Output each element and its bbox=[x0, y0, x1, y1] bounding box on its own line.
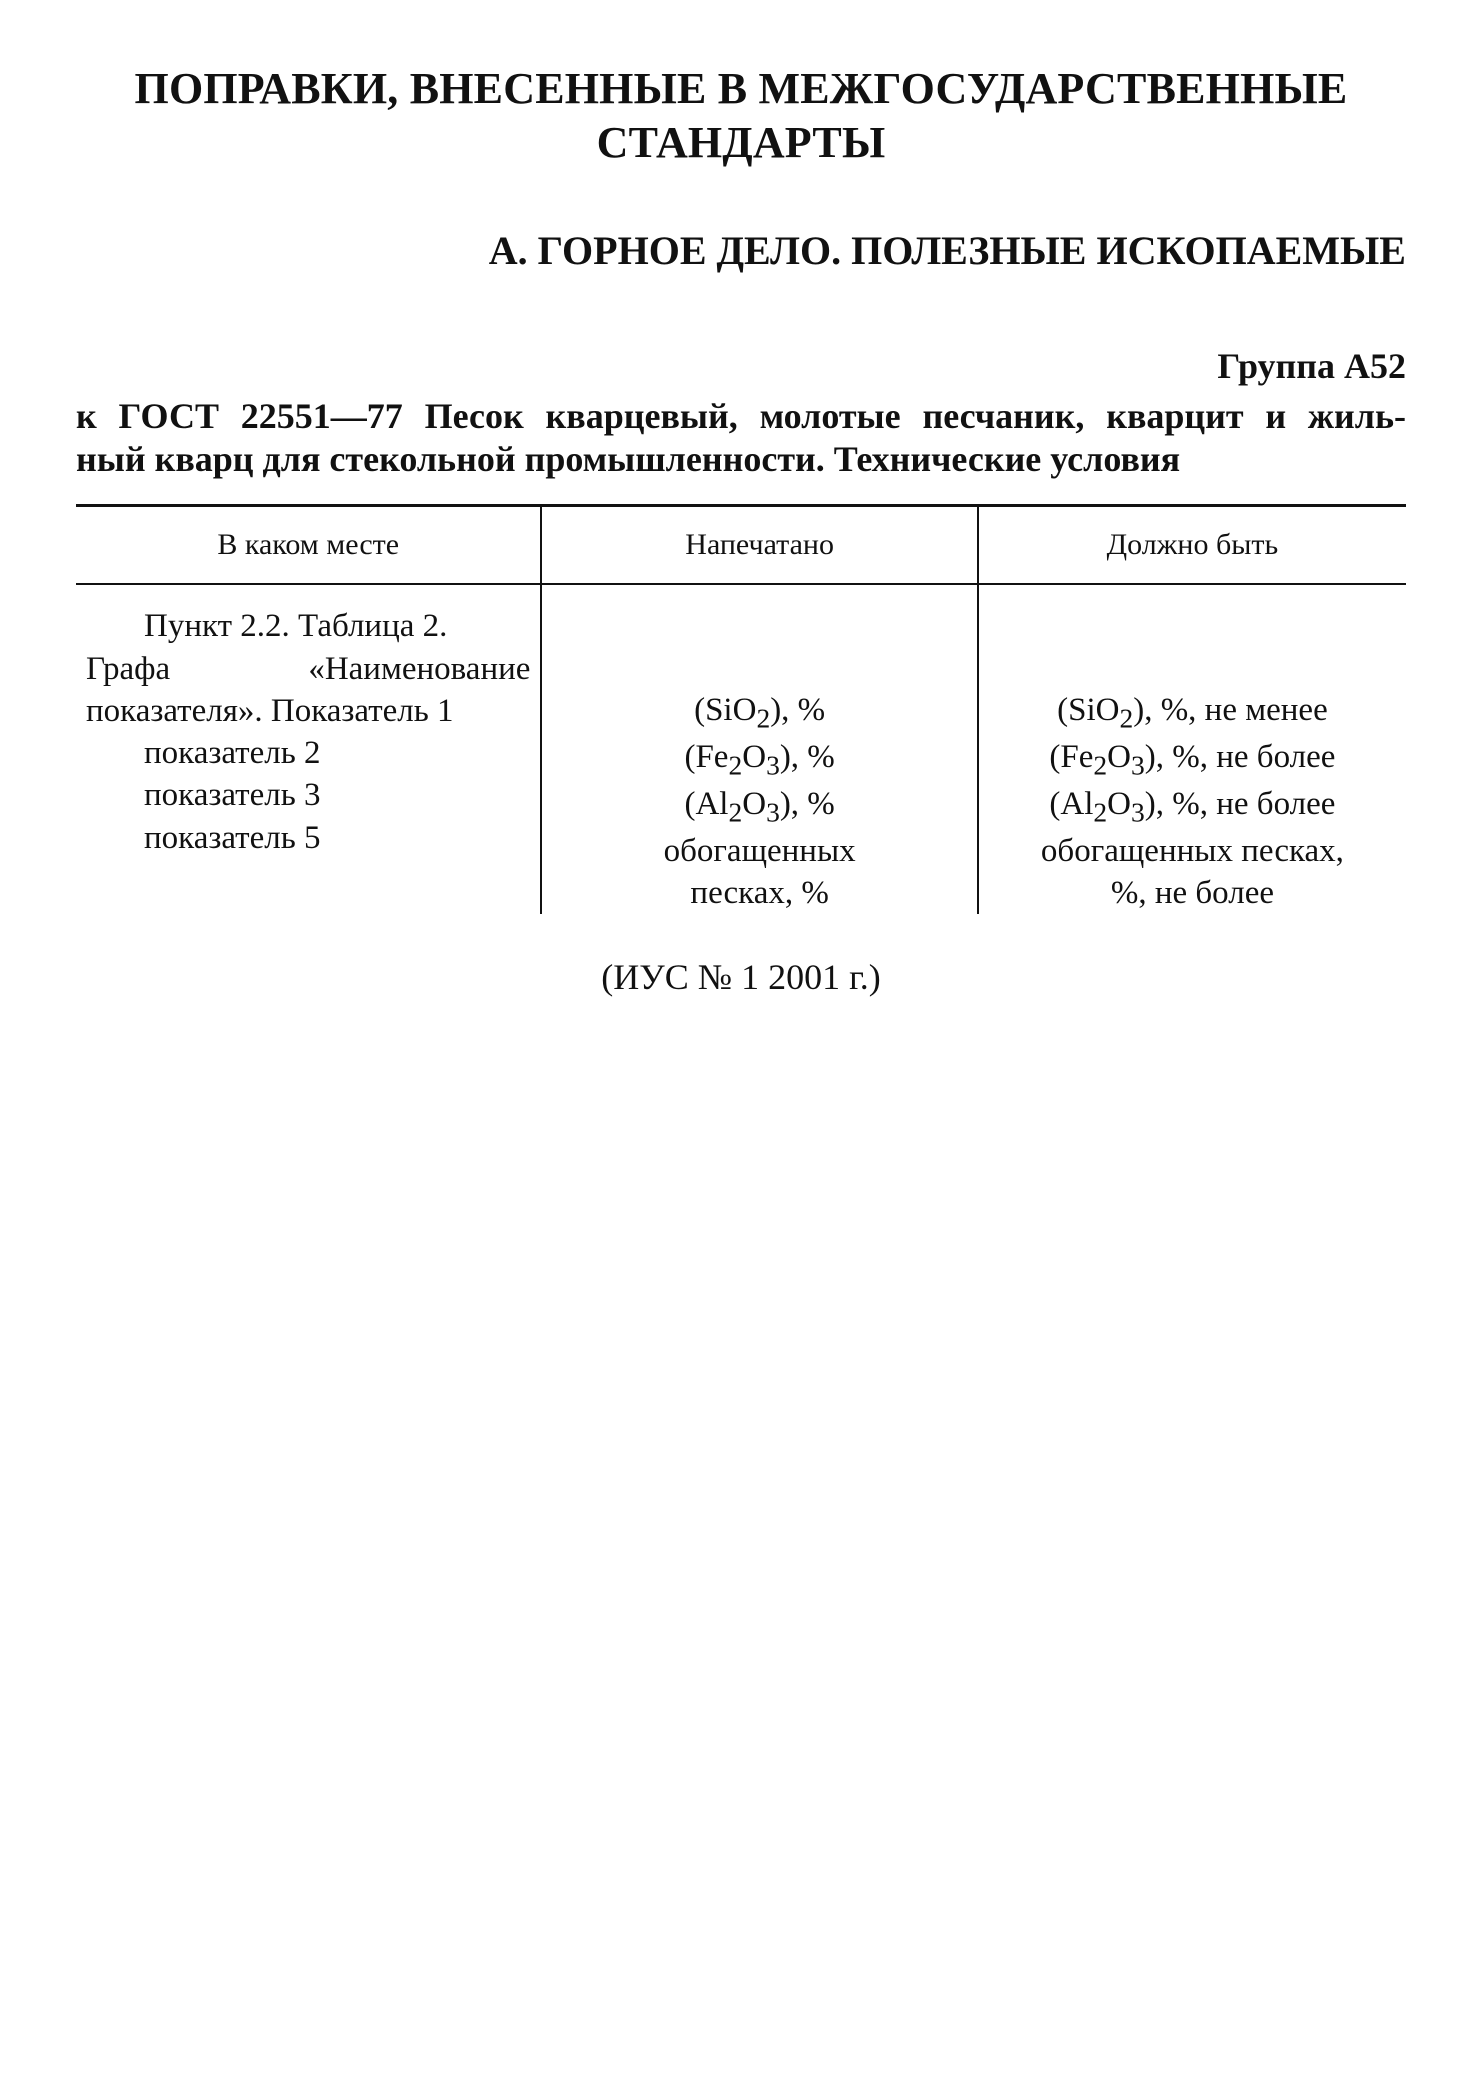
correct-al2o3: $(Al_2O_3)$, %, не более bbox=[1049, 785, 1336, 828]
place-line-1: Пункт 2.2. Таблица 2. bbox=[144, 608, 448, 645]
table-row bbox=[76, 584, 1406, 914]
printed-sio2: (SiO$_2$), % bbox=[694, 692, 826, 734]
gost-heading-line-2: ный кварц для стекольной промышленности. Технические условия bbox=[76, 439, 1181, 480]
page-title bbox=[76, 62, 1406, 169]
header-correct: Должно быть bbox=[978, 506, 1406, 585]
gost-heading-line-1: к ГОСТ 22551—77 Песок кварцевый, молотые песчаник, кварцит и жиль- bbox=[76, 395, 1406, 436]
title-line-1: ПОПРАВКИ, ВНЕСЕННЫЕ В МЕЖГОСУДАРСТВЕННЫЕ bbox=[134, 64, 1348, 113]
printed-line-5: песках, % bbox=[690, 874, 829, 911]
place-line-6: показатель 5 bbox=[144, 819, 321, 856]
correct-fe2o3: $(Fe_2O_3)$, %, не более bbox=[1049, 739, 1336, 781]
cell-place bbox=[76, 584, 541, 914]
printed-line-4: обогащенных bbox=[663, 832, 856, 869]
place-line-4: показатель 2 bbox=[144, 735, 321, 772]
title-line-2: СТАНДАРТЫ bbox=[596, 117, 886, 167]
group-label: Группа А52 bbox=[1217, 346, 1406, 387]
document-page bbox=[76, 62, 1406, 998]
source-reference: (ИУС № 1 2001 г.) bbox=[601, 957, 881, 998]
place-line-2: Графа «Наименование bbox=[86, 650, 531, 687]
place-line-3: показателя». Показатель 1 bbox=[86, 692, 454, 729]
table-header-row bbox=[76, 506, 1406, 585]
header-printed: Напечатано bbox=[541, 506, 977, 585]
correct-line-4: обогащенных песках, bbox=[1040, 832, 1344, 869]
printed-fe2o3: $(Fe_2O_3)$, % bbox=[684, 739, 835, 781]
gost-heading bbox=[76, 395, 1406, 483]
section-title: А. ГОРНОЕ ДЕЛО. ПОЛЕЗНЫЕ ИСКОПАЕМЫЕ bbox=[488, 228, 1406, 274]
printed-al2o3: $(Al_2O_3)$, % bbox=[684, 785, 835, 828]
correct-line-5: %, не более bbox=[1110, 874, 1274, 911]
place-line-5: показатель 3 bbox=[144, 777, 321, 814]
corrections-table bbox=[76, 504, 1406, 914]
cell-correct bbox=[978, 584, 1406, 914]
correct-sio2: (SiO$_2$), %, не менее bbox=[1057, 692, 1328, 734]
header-place: В каком месте bbox=[76, 506, 541, 585]
cell-printed bbox=[541, 584, 977, 914]
